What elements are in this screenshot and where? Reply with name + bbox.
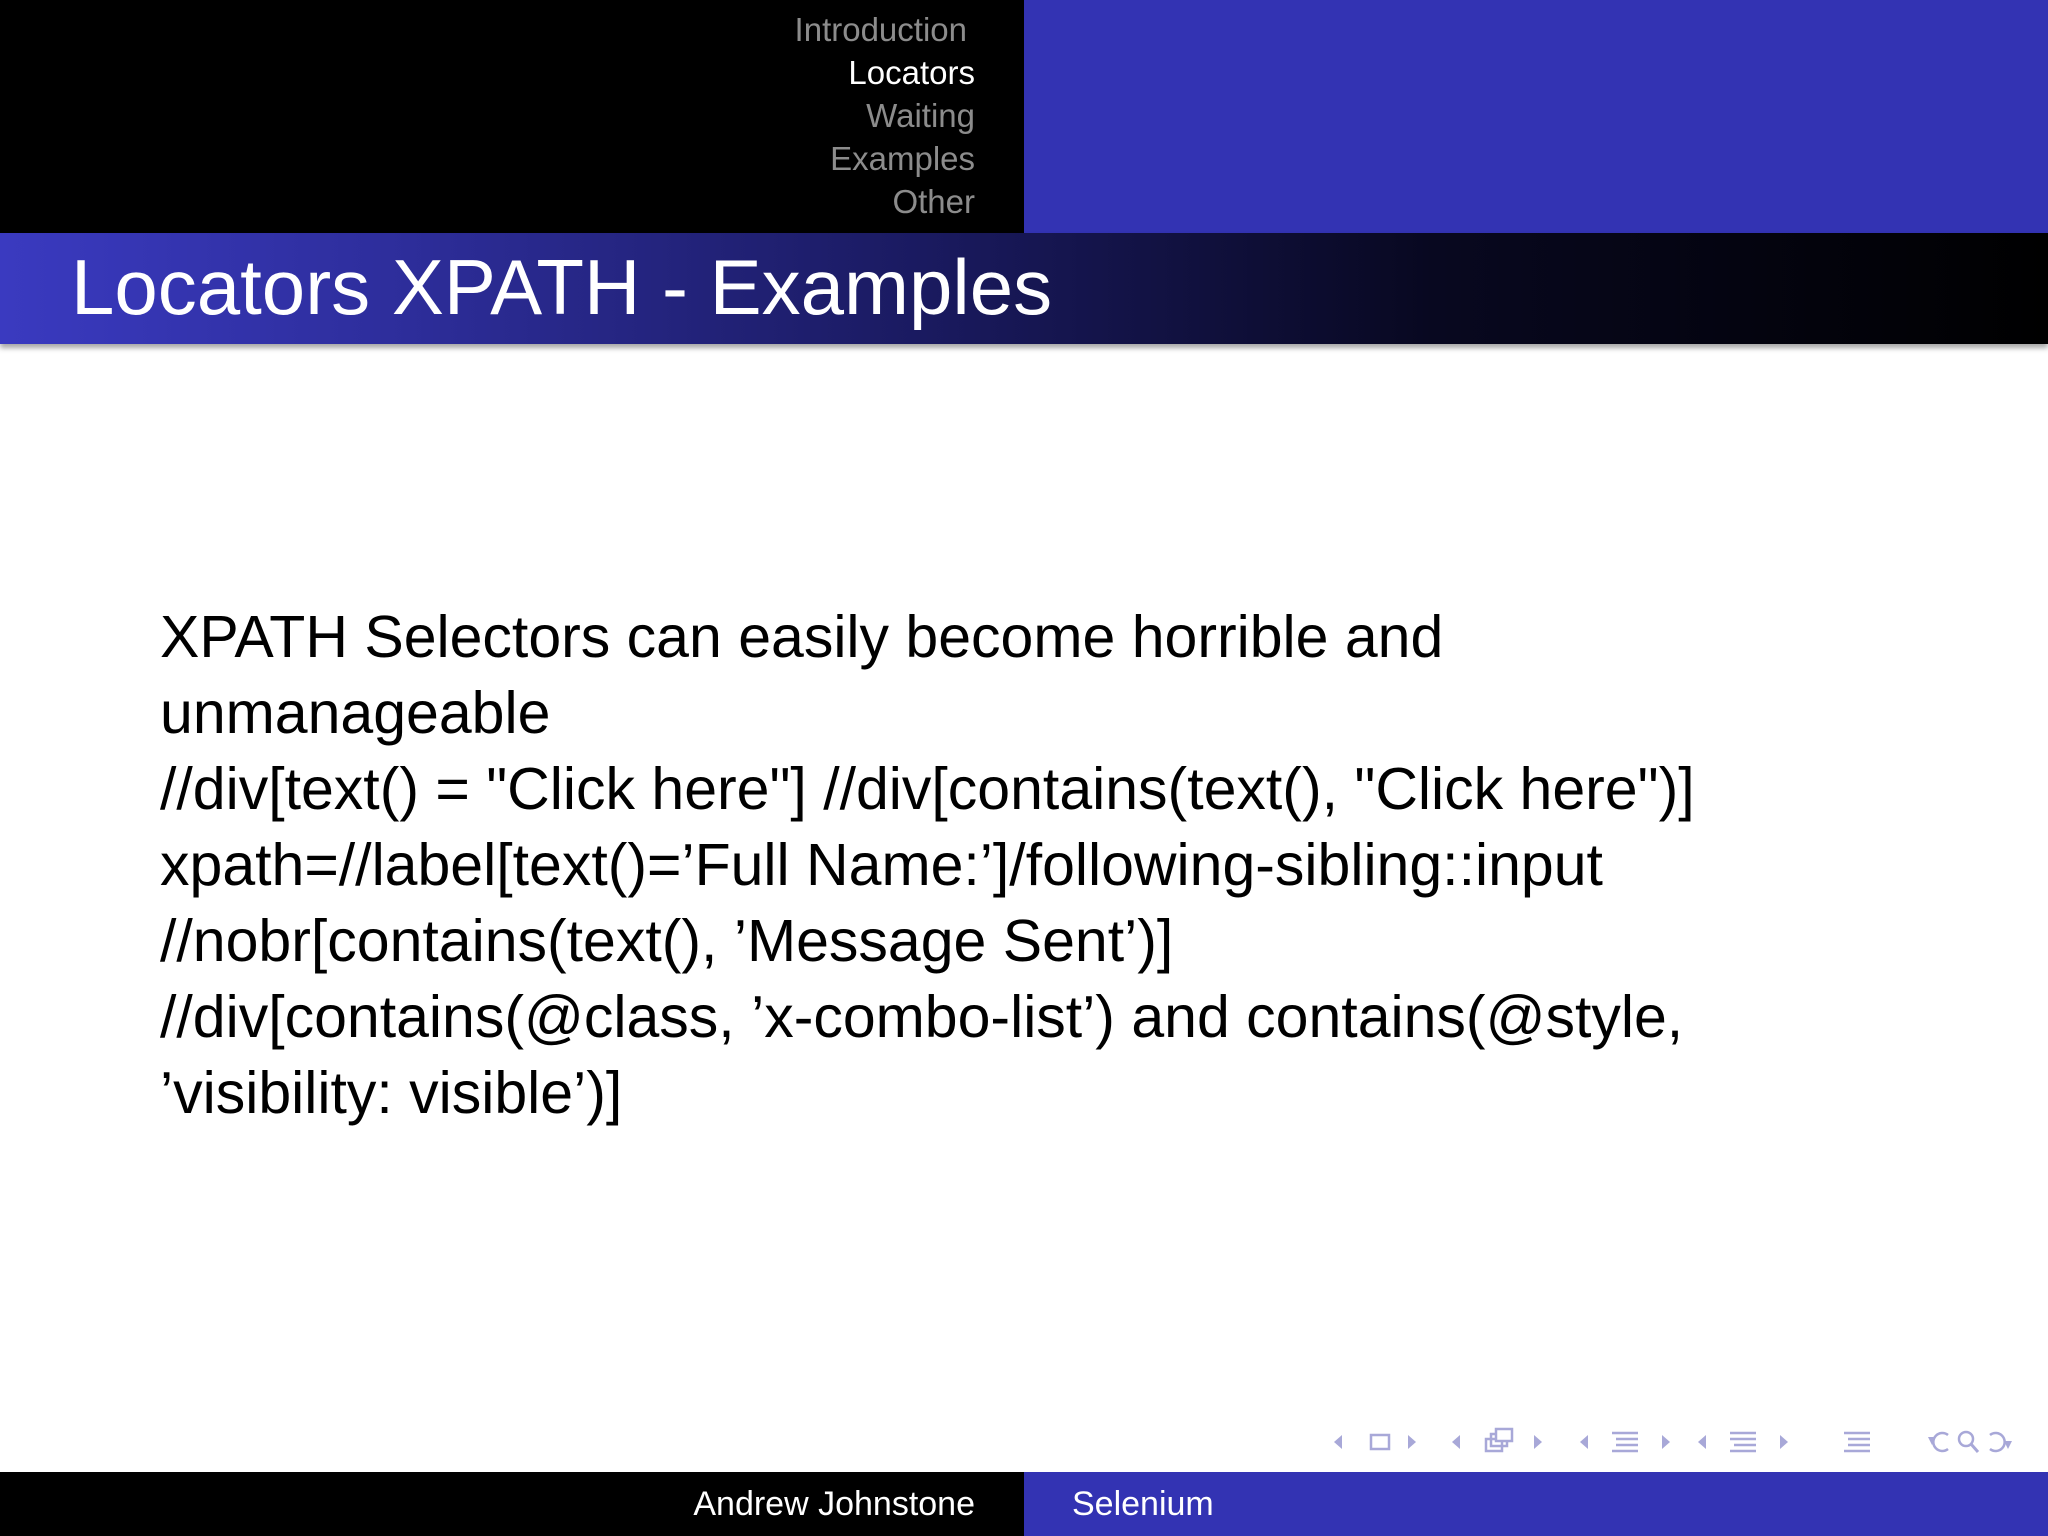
body-line: //div[text() = "Click here"] //div[contains(text(), "Click here")] bbox=[160, 756, 1695, 822]
section-waiting[interactable]: Waiting bbox=[866, 97, 975, 134]
frame-icon[interactable] bbox=[1448, 1427, 1548, 1457]
frame-title: Locators XPATH - Examples bbox=[71, 243, 1053, 331]
body-line: xpath=//label[text()=’Full Name:’]/following-sibling::input bbox=[160, 832, 1603, 898]
section-list bbox=[755, 8, 1024, 223]
footer-author: Andrew Johnstone bbox=[693, 1485, 975, 1523]
section-examples[interactable]: Examples bbox=[830, 140, 975, 177]
slide-icon[interactable] bbox=[1330, 1427, 1420, 1457]
align-icon[interactable] bbox=[1840, 1427, 1874, 1457]
section-icon[interactable] bbox=[1694, 1427, 1794, 1457]
beamer-nav-symbols bbox=[1330, 1421, 2030, 1463]
subsection-icon[interactable] bbox=[1576, 1427, 1676, 1457]
body-line: //nobr[contains(text(), ’Message Sent’)] bbox=[160, 908, 1174, 974]
frame-body bbox=[160, 599, 1980, 1131]
header-right-panel bbox=[1024, 0, 2048, 233]
body-line: ’visibility: visible’)] bbox=[160, 1060, 623, 1126]
body-line: XPATH Selectors can easily become horrible and bbox=[160, 604, 1444, 670]
section-other[interactable]: Other bbox=[892, 183, 975, 220]
section-locators[interactable]: Locators bbox=[848, 54, 975, 91]
footer-title-panel bbox=[1024, 1472, 2048, 1536]
footer-title: Selenium bbox=[1072, 1485, 1214, 1523]
header-section-nav bbox=[0, 0, 1024, 233]
frame-title-bar bbox=[0, 233, 2048, 344]
body-line: //div[contains(@class, ’x-combo-list’) and contains(@style, bbox=[160, 984, 1684, 1050]
body-line: unmanageable bbox=[160, 680, 551, 746]
footer-author-panel bbox=[0, 1472, 1024, 1536]
search-icon[interactable] bbox=[1952, 1427, 2022, 1457]
section-introduction[interactable]: Introduction bbox=[794, 11, 967, 48]
